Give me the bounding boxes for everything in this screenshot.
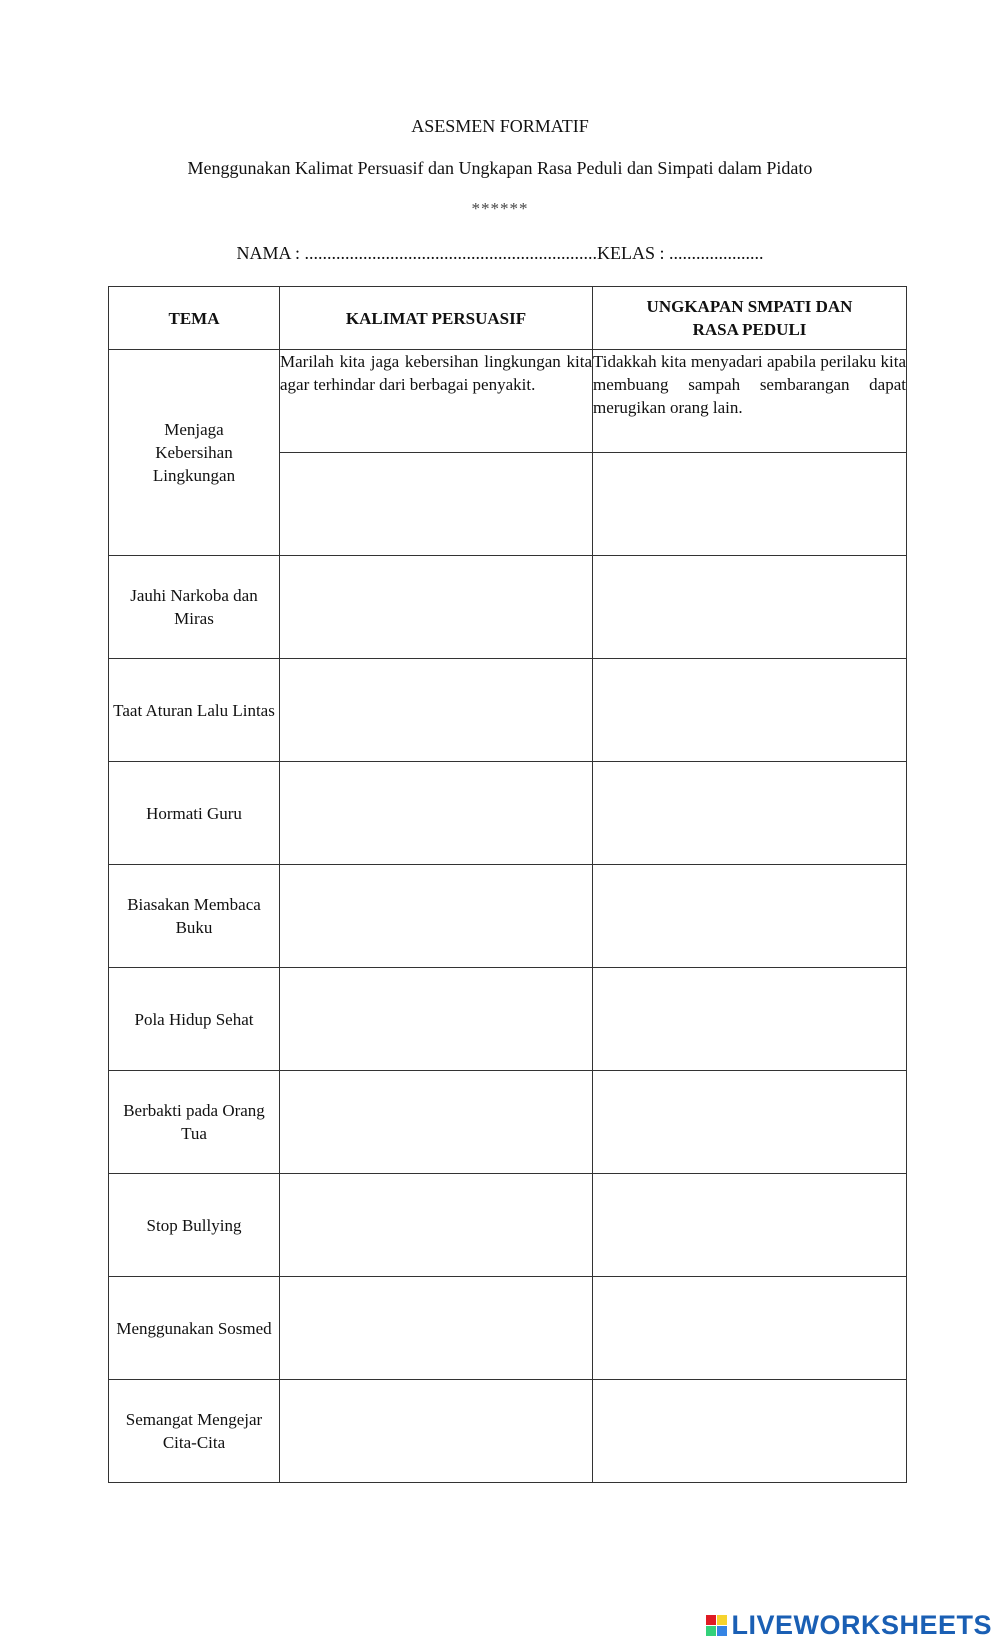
example-simpati-cell: Tidakkah kita menyadari apabila perilaku kita membuang sampah sembarangan dapat merugikan orang lain. (593, 350, 907, 453)
liveworksheets-logo (706, 1610, 992, 1641)
header-kalimat-persuasif: KALIMAT PERSUASIF (280, 287, 593, 350)
theme-cell: Berbakti pada Orang Tua (109, 1071, 280, 1174)
theme-cell: Pola Hidup Sehat (109, 968, 280, 1071)
table-row (109, 350, 907, 453)
answer-simpati-cell[interactable] (593, 556, 907, 659)
answer-simpati-cell[interactable] (593, 1071, 907, 1174)
logo-square-red (706, 1615, 716, 1625)
answer-simpati-cell[interactable] (593, 762, 907, 865)
table-row (109, 659, 907, 762)
worksheet-table (108, 286, 907, 1483)
answer-persuasif-cell[interactable] (280, 865, 593, 968)
theme-cell: Stop Bullying (109, 1174, 280, 1277)
answer-persuasif-cell[interactable] (280, 968, 593, 1071)
header-ungkapan-simpati: UNGKAPAN SMPATI DAN RASA PEDULI (593, 287, 907, 350)
liveworksheets-logo-icon (706, 1615, 727, 1636)
logo-text: LIVEWORKSHEETS (731, 1610, 992, 1640)
answer-simpati-cell[interactable] (593, 1277, 907, 1380)
table-row (109, 1071, 907, 1174)
example-persuasif-cell: Marilah kita jaga kebersihan lingkungan kita agar terhindar dari berbagai penyakit. (280, 350, 593, 453)
table-row (109, 762, 907, 865)
answer-simpati-cell[interactable] (593, 968, 907, 1071)
answer-persuasif-cell[interactable] (280, 1380, 593, 1483)
answer-persuasif-cell[interactable] (280, 453, 593, 556)
theme-cell: Menggunakan Sosmed (109, 1277, 280, 1380)
table-row (109, 1380, 907, 1483)
header-tema: TEMA (109, 287, 280, 350)
answer-simpati-cell[interactable] (593, 659, 907, 762)
answer-persuasif-cell[interactable] (280, 762, 593, 865)
theme-cell: Hormati Guru (109, 762, 280, 865)
table-row (109, 968, 907, 1071)
answer-persuasif-cell[interactable] (280, 556, 593, 659)
theme-cell: Taat Aturan Lalu Lintas (109, 659, 280, 762)
table-row (109, 1174, 907, 1277)
table-row (109, 865, 907, 968)
page-title: ASESMEN FORMATIF (411, 116, 589, 136)
answer-persuasif-cell[interactable] (280, 659, 593, 762)
theme-cell: Biasakan Membaca Buku (109, 865, 280, 968)
table-row (109, 1277, 907, 1380)
table-row (109, 556, 907, 659)
separator: ****** (471, 199, 529, 218)
answer-persuasif-cell[interactable] (280, 1174, 593, 1277)
theme-cell: Menjaga Kebersihan Lingkungan (109, 350, 280, 556)
answer-persuasif-cell[interactable] (280, 1071, 593, 1174)
logo-square-green (706, 1626, 716, 1636)
answer-simpati-cell[interactable] (593, 1174, 907, 1277)
logo-square-blue (717, 1626, 727, 1636)
answer-simpati-cell[interactable] (593, 453, 907, 556)
answer-persuasif-cell[interactable] (280, 1277, 593, 1380)
table-header-row (109, 287, 907, 350)
answer-simpati-cell[interactable] (593, 1380, 907, 1483)
logo-square-yellow (717, 1615, 727, 1625)
answer-simpati-cell[interactable] (593, 865, 907, 968)
name-class-line: NAMA : .................................................................KELAS : ..................... (236, 243, 764, 263)
theme-cell: Jauhi Narkoba dan Miras (109, 556, 280, 659)
page-subtitle: Menggunakan Kalimat Persuasif dan Ungkapan Rasa Peduli dan Simpati dalam Pidato (187, 158, 813, 178)
theme-cell: Semangat Mengejar Cita-Cita (109, 1380, 280, 1483)
